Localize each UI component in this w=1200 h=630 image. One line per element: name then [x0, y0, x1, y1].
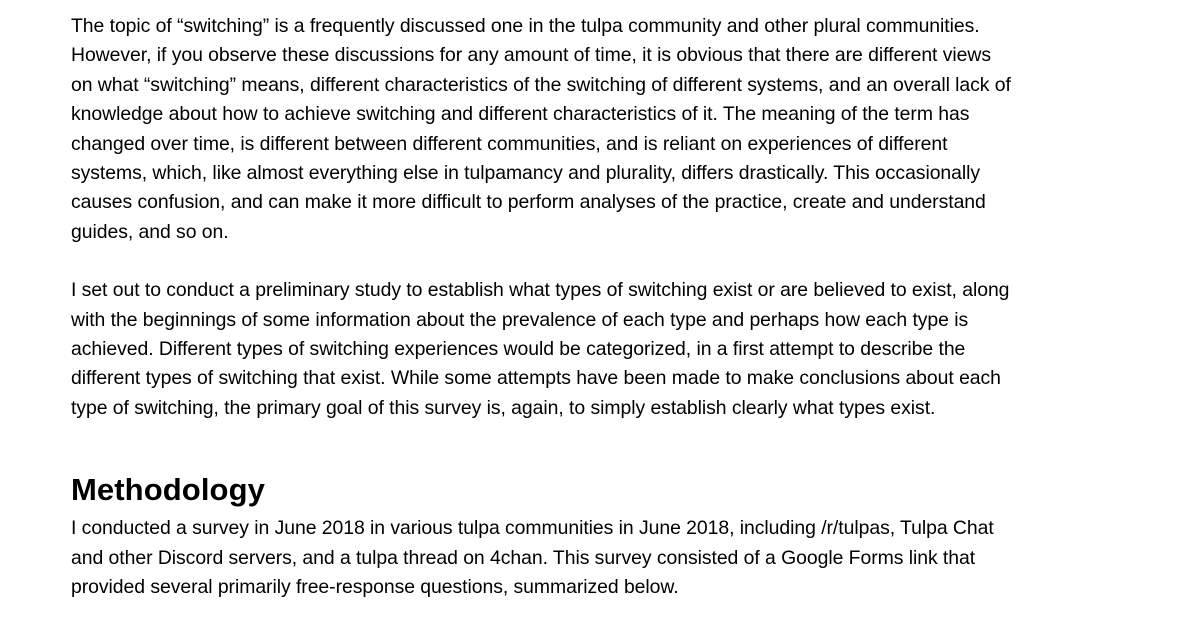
paragraph-line: type of switching, the primary goal of this survey is, again, to simply establish clearly what types exist.	[71, 396, 936, 419]
paragraph-line: different types of switching that exist. While some attempts have been made to make conclusions about each	[71, 367, 1001, 390]
methodology-heading: Methodology	[71, 472, 265, 508]
intro-paragraph-1	[71, 12, 1151, 247]
methodology-paragraph	[71, 514, 1151, 602]
paragraph-line: systems, which, like almost everything else in tulpamancy and plurality, differs drastically. This occasionally	[71, 162, 981, 185]
document-page	[71, 12, 1151, 603]
intro-paragraph-2	[71, 276, 1151, 423]
paragraph-line: I set out to conduct a preliminary study to establish what types of switching exist or are believed to exist, along	[71, 279, 1010, 302]
paragraph-line: with the beginnings of some information about the prevalence of each type and perhaps how each type is	[71, 308, 969, 331]
paragraph-spacer	[71, 247, 1151, 276]
paragraph-line: However, if you observe these discussions for any amount of time, it is obvious that there are different views	[71, 44, 991, 67]
paragraph-line: I conducted a survey in June 2018 in various tulpa communities in June 2018, including /r/tulpas, Tulpa Chat	[71, 517, 994, 540]
paragraph-line: knowledge about how to achieve switching and different characteristics of it. The meaning of the term has	[71, 103, 970, 126]
section-spacer	[71, 423, 1151, 470]
paragraph-line: causes confusion, and can make it more difficult to perform analyses of the practice, create and understand	[71, 191, 986, 214]
paragraph-line: changed over time, is different between different communities, and is reliant on experiences of different	[71, 132, 948, 155]
paragraph-line: on what “switching” means, different characteristics of the switching of different systems, and an overall lack of	[71, 73, 1011, 96]
paragraph-line: and other Discord servers, and a tulpa thread on 4chan. This survey consisted of a Google Forms link that	[71, 546, 976, 569]
paragraph-line: achieved. Different types of switching experiences would be categorized, in a first attempt to describe the	[71, 338, 966, 361]
paragraph-line: provided several primarily free-response questions, summarized below.	[71, 576, 679, 599]
paragraph-line: guides, and so on.	[71, 220, 229, 243]
paragraph-line: The topic of “switching” is a frequently discussed one in the tulpa community and other plural communities.	[71, 15, 980, 37]
